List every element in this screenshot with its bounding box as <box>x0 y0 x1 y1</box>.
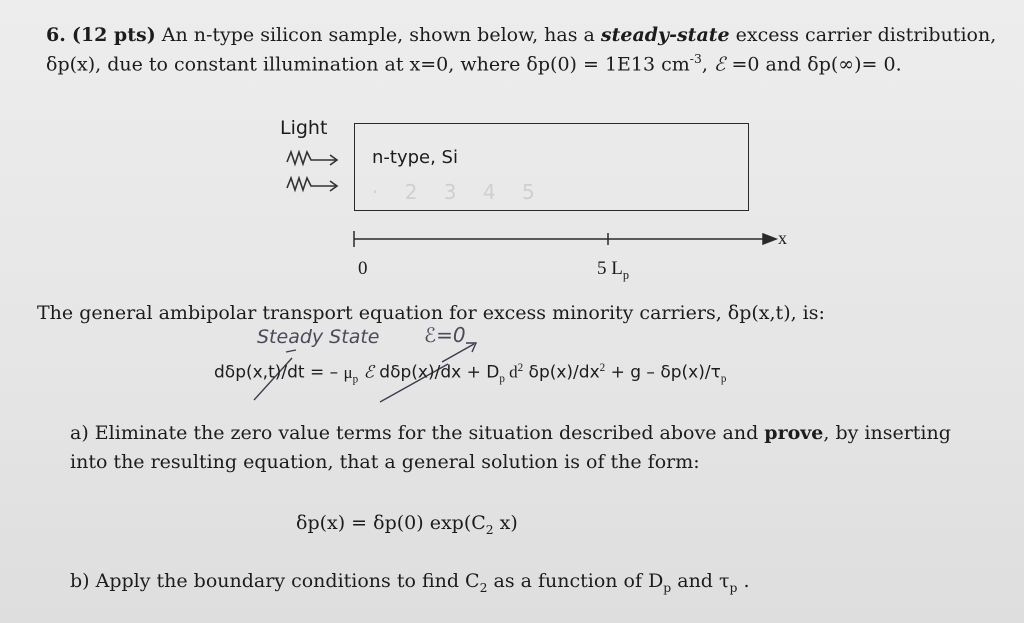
problem-points: (12 pts) <box>71 24 156 46</box>
sample-label: n-type, Si <box>372 147 458 168</box>
part-a-line-2: into the resulting equation, that a general solution is of the form: <box>70 451 700 473</box>
light-label: Light <box>280 117 328 139</box>
light-arrow-icon <box>287 178 337 191</box>
general-solution: δp(x) = δp(0) $\exp(C_2$ x) <box>296 512 518 537</box>
tick-zero-label: 0 <box>358 258 368 279</box>
light-arrow-icon <box>287 152 337 165</box>
annotation-efield-zero: ℰ=0 <box>424 323 466 347</box>
tick-5lp-label: 5 $L_p$ <box>597 258 630 282</box>
annotation-steady-state: Steady State <box>257 326 380 348</box>
efield-symbol: ℰ <box>713 53 726 76</box>
cm-exponent: -3 <box>689 52 702 66</box>
part-b-label: b) <box>70 570 90 592</box>
problem-text-a: An n-type silicon sample, shown below, has a <box>155 24 601 46</box>
problem-text-b: excess carrier distribution, <box>729 24 997 46</box>
part-a-label: a) <box>70 422 89 444</box>
problem-number: 6. <box>46 24 66 46</box>
steady-state-emphasis: steady-state <box>600 24 730 46</box>
ambipolar-equation: dδp(x,t)/dt = – $\mu_p$ ℰ $d\delta p(x)/dx + D_p$ $d^2$ $\delta p(x)/dx^2 + g - \delta p(x)/\tau_p$ <box>214 362 727 386</box>
x-axis <box>354 231 776 247</box>
faint-marks: · 2 3 4 5 <box>372 180 545 204</box>
equation-efield-symbol: ℰ <box>363 362 374 382</box>
problem-line2-c: =0 and δp(∞)= 0. <box>725 53 902 76</box>
ambipolar-intro: The general ambipolar transport equation for excess minority carriers, δp(x,t), is: <box>37 302 825 324</box>
part-a-line-1: a) Eliminate the zero value terms for the situation described above and prove, by inserting <box>70 422 951 444</box>
problem-line2-a: δp(x), due to constant illumination at x=0, where δp(0) = 1E13 cm <box>46 53 690 76</box>
problem-line2-b: , <box>701 53 714 76</box>
prove-emphasis: prove <box>764 422 824 444</box>
x-axis-label: x <box>778 228 787 248</box>
part-b-line: b) Apply the boundary conditions to find $C_2$ as a function of $D_p$ and $\tau_p$ . <box>70 570 750 595</box>
